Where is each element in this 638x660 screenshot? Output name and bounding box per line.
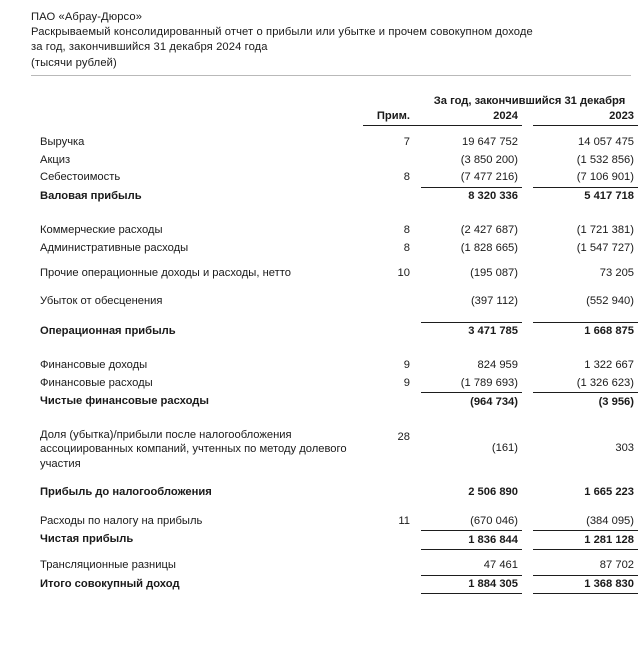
line-item-label: Убыток от обесценения (40, 295, 163, 308)
line-item-note-ref: 10 (397, 266, 410, 279)
table-row (31, 151, 638, 169)
table-row (31, 557, 638, 575)
column-gap (522, 557, 533, 575)
value-2024: (2 427 687) (460, 224, 518, 237)
value-2024: (1 789 693) (460, 376, 518, 389)
column-gap (522, 169, 533, 187)
row-spacer (31, 340, 638, 356)
line-item-label: Себестоимость (40, 171, 121, 184)
line-item-label: Чистая прибыль (40, 533, 134, 546)
value-2023: (1 532 856) (576, 153, 635, 166)
value-2023: 303 (615, 441, 635, 454)
table-row (31, 322, 638, 340)
value-2024: 3 471 785 (421, 322, 522, 340)
value-2024: (161) (491, 441, 518, 454)
column-gap (522, 239, 533, 257)
row-spacer (31, 549, 638, 557)
table-row (31, 512, 638, 530)
value-2024: 8 320 336 (421, 187, 522, 205)
value-2024: (964 734) (421, 392, 522, 410)
value-2024: 2 506 890 (468, 486, 518, 499)
table-head (31, 76, 638, 126)
column-header-year-2024: 2024 (421, 109, 522, 126)
value-2024: (195 087) (470, 266, 518, 279)
column-gap (522, 356, 533, 374)
line-item-note-ref (363, 322, 421, 340)
line-item-note-ref (363, 151, 421, 169)
column-gap (522, 392, 533, 410)
value-2023: 73 205 (599, 266, 635, 279)
value-2024: (7 477 216) (460, 171, 518, 184)
line-item-note-ref (363, 575, 421, 594)
value-2024: (670 046) (470, 514, 518, 527)
value-2023: (3 956) (533, 392, 638, 410)
period-span-label: За год, закончившийся 31 декабря (433, 94, 626, 107)
line-item-label: Доля (убытка)/прибыли после налогообложения ассоциированных компаний, учтенных по методу долевого участия (40, 429, 347, 470)
table-row (31, 427, 638, 473)
table-row (31, 264, 638, 282)
line-item-label: Итого совокупный доход (40, 577, 180, 590)
value-2023: 14 057 475 (578, 135, 635, 148)
row-spacer (31, 472, 638, 483)
column-gap (522, 427, 533, 473)
line-item-label: Коммерческие расходы (40, 224, 163, 237)
value-2023: 1 668 875 (533, 322, 638, 340)
line-item-note-ref (363, 557, 421, 575)
line-item-note-ref (363, 187, 421, 205)
table-row (31, 239, 638, 257)
table-row (31, 356, 638, 374)
table-row (31, 133, 638, 151)
table-row (31, 374, 638, 392)
row-spacer (31, 282, 638, 293)
table-body (31, 126, 638, 594)
value-2024: 824 959 (477, 358, 518, 371)
line-item-label: Выручка (40, 135, 85, 148)
row-spacer (31, 501, 638, 512)
column-header-note: Прим. (363, 109, 421, 126)
column-gap (522, 483, 533, 501)
line-item-note-ref (363, 531, 421, 550)
column-gap (522, 264, 533, 282)
line-item-note-ref: 8 (403, 171, 410, 184)
line-item-note-ref: 8 (403, 224, 410, 237)
column-gap (522, 221, 533, 239)
line-item-label: Финансовые доходы (40, 358, 148, 371)
column-gap (522, 512, 533, 530)
line-item-label: Операционная прибыль (40, 324, 176, 337)
line-item-note-ref: 7 (403, 135, 410, 148)
line-item-label: Прибыль до налогообложения (40, 486, 212, 499)
document-header (0, 0, 638, 71)
value-2023: (7 106 901) (576, 171, 635, 184)
value-2024: (1 828 665) (460, 241, 518, 254)
value-2023: 1 368 830 (533, 575, 638, 594)
value-2024: (3 850 200) (460, 153, 518, 166)
row-spacer (31, 257, 638, 264)
value-2024: 19 647 752 (462, 135, 518, 148)
row-spacer (31, 411, 638, 427)
line-item-label: Расходы по налогу на прибыль (40, 514, 203, 527)
table-row (31, 169, 638, 187)
table-row (31, 221, 638, 239)
column-gap (522, 133, 533, 151)
line-item-label: Валовая прибыль (40, 189, 142, 202)
line-item-label: Административные расходы (40, 241, 189, 254)
table-row (31, 575, 638, 594)
value-2023: 1 281 128 (533, 531, 638, 550)
value-2023: (1 721 381) (576, 224, 635, 237)
line-item-label: Трансляционные разницы (40, 559, 176, 572)
income-statement-table (31, 76, 638, 595)
column-header-year-2023: 2023 (533, 109, 638, 126)
table-row (31, 293, 638, 311)
value-2023: (1 326 623) (576, 376, 635, 389)
table-row (31, 483, 638, 501)
column-gap (522, 187, 533, 205)
value-2024: 1 884 305 (421, 575, 522, 594)
company-name: ПАО «Абрау-Дюрсо» (31, 11, 143, 23)
value-2024: (397 112) (470, 295, 518, 308)
value-2023: 1 665 223 (584, 486, 635, 499)
line-item-note-ref (363, 392, 421, 410)
header-gap (522, 109, 533, 126)
header-blank-2 (31, 109, 363, 126)
value-2024: 1 836 844 (421, 531, 522, 550)
value-2023: 1 322 667 (584, 358, 635, 371)
value-2024: 47 461 (483, 559, 518, 572)
line-item-note-ref: 11 (398, 514, 410, 527)
column-gap (522, 151, 533, 169)
line-item-note-ref (363, 483, 421, 501)
value-2023: 87 702 (599, 559, 635, 572)
line-item-label: Чистые финансовые расходы (40, 395, 209, 407)
line-item-label: Акциз (40, 153, 71, 166)
column-gap (522, 293, 533, 311)
row-spacer (31, 311, 638, 323)
value-2023: (1 547 727) (576, 241, 635, 254)
value-2023: (384 095) (586, 514, 635, 527)
column-gap (522, 322, 533, 340)
currency-units: (тысячи рублей) (31, 56, 117, 69)
line-item-note-ref: 9 (403, 358, 410, 371)
line-item-note-ref (363, 293, 421, 311)
line-item-label: Прочие операционные доходы и расходы, нетто (40, 266, 291, 279)
line-item-note-ref: 8 (403, 241, 410, 254)
header-blank (31, 76, 363, 110)
line-item-note-ref: 28 (397, 430, 410, 443)
row-spacer (31, 205, 638, 221)
table-row (31, 392, 638, 410)
header-row-period (31, 76, 638, 110)
table-row (31, 187, 638, 205)
value-2023: 5 417 718 (533, 187, 638, 205)
row-spacer (31, 126, 638, 134)
line-item-note-ref: 9 (403, 376, 410, 389)
column-gap (522, 575, 533, 594)
value-2023: (552 940) (586, 295, 635, 308)
column-gap (522, 531, 533, 550)
column-gap (522, 374, 533, 392)
statement-title-line-2: за год, закончившийся 31 декабря 2024 года (31, 41, 268, 54)
header-blank-note (363, 76, 421, 110)
table-row (31, 531, 638, 550)
line-item-label: Финансовые расходы (40, 376, 153, 389)
statement-title-line-1: Раскрываемый консолидированный отчет о прибыли или убытке и прочем совокупном доходе (31, 26, 533, 39)
header-row-columns (31, 109, 638, 126)
